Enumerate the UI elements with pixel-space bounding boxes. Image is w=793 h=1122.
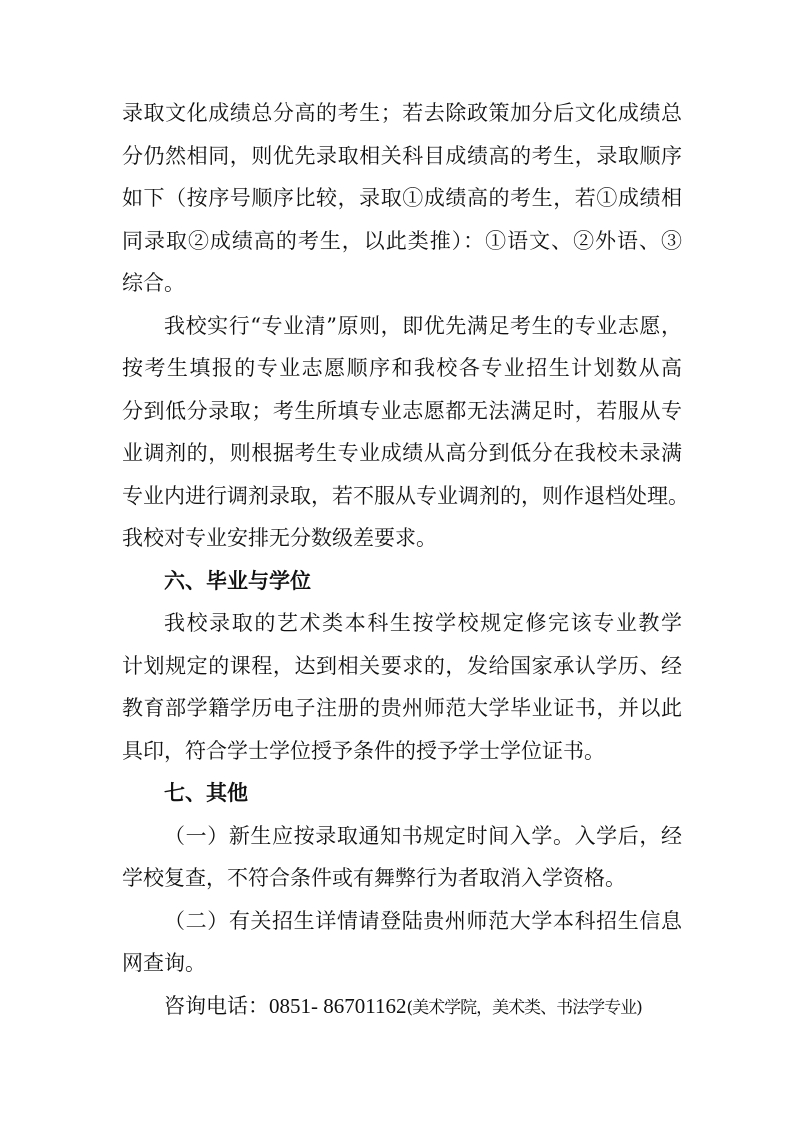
body-line: 教育部学籍学历电子注册的贵州师范大学毕业证书，并以此 (122, 696, 682, 720)
body-line: 网查询。 (122, 951, 206, 975)
body-line: 我校对专业安排无分数级差要求。 (122, 526, 437, 550)
section-heading-other: 七、其他 (164, 781, 248, 805)
body-line: 计划规定的课程，达到相关要求的，发给国家承认学历、经 (122, 653, 682, 678)
contact-phone: 0851- 86701162 (269, 993, 407, 1018)
body-line: 录取文化成绩总分高的考生；若去除政策加分后文化成绩总 (122, 101, 682, 125)
body-line: 学校复查，不符合条件或有舞弊行为者取消入学资格。 (122, 866, 626, 890)
body-line: 分仍然相同，则优先录取相关科目成绩高的考生，录取顺序 (122, 143, 682, 168)
body-line: 分到低分录取；考生所填专业志愿都无法满足时，若服从专 (122, 398, 682, 423)
document-page (122, 92, 689, 1027)
contact-note: (美术学院，美术类、书法学专业) (406, 997, 642, 1018)
body-line: 按考生填报的专业志愿顺序和我校各专业招生计划数从高 (122, 356, 682, 380)
body-line: 业调剂的，则根据考生专业成绩从高分到低分在我校未录满 (122, 441, 682, 465)
body-line: 同录取②成绩高的考生，以此类推）：①语文、②外语、③ (122, 228, 682, 253)
body-line: （二）有关招生详情请登陆贵州师范大学本科招生信息 (164, 908, 682, 933)
body-line: 综合。 (122, 271, 185, 295)
section-heading-graduation: 六、毕业与学位 (164, 568, 311, 593)
body-line: 我校录取的艺术类本科生按学校规定修完该专业教学 (164, 611, 682, 635)
body-line: 具印，符合学士学位授予条件的授予学士学位证书。 (122, 738, 605, 763)
body-line: 专业内进行调剂录取，若不服从专业调剂的，则作退档处理。 (122, 483, 689, 508)
contact-line (122, 985, 682, 1028)
body-line: 如下（按序号顺序比较，录取①成绩高的考生，若①成绩相 (122, 186, 682, 210)
contact-label: 咨询电话： (164, 993, 269, 1018)
body-line: 我校实行“专业清”原则，即优先满足考生的专业志愿， (164, 313, 682, 338)
body-line: （一）新生应按录取通知书规定时间入学。入学后，经 (164, 823, 682, 848)
